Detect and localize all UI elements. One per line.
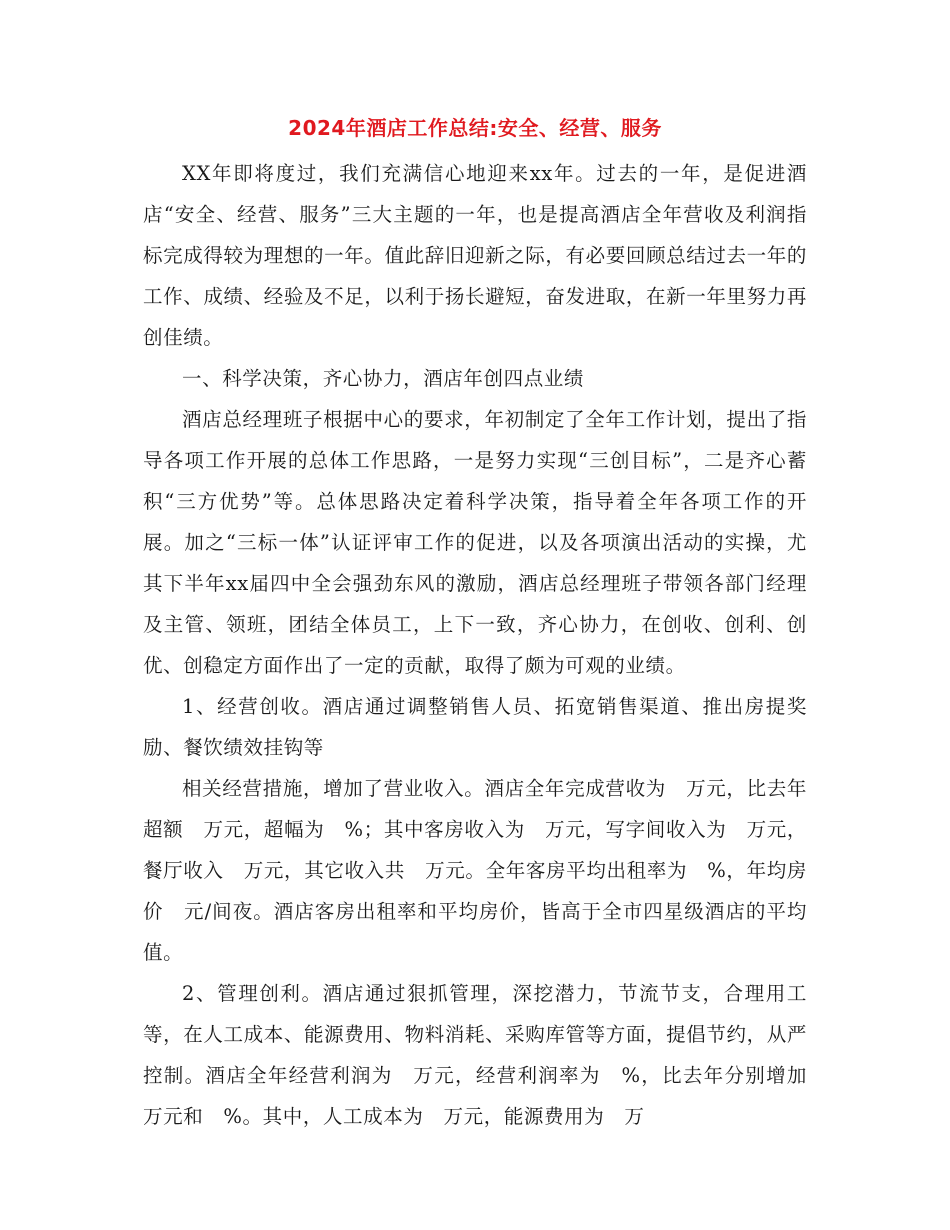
- section-heading-1: 一、科学决策，齐心协力，酒店年创四点业绩: [182, 367, 585, 390]
- paragraph-item-1: 1、经营创收。酒店通过调整销售人员、拓宽销售渠道、推出房提奖励、餐饮绩效挂钩等: [143, 695, 807, 759]
- document-title: 2024年酒店工作总结:安全、经营、服务: [288, 116, 662, 140]
- paragraph-intro: XX年即将度过，我们充满信心地迎来xx年。过去的一年，是促进酒店“安全、经营、服务”三大主题的一年，也是提高酒店全年营收及利润指标完成得较为理想的一年。值此辞旧迎新之际，有必要回顾总结过去一年的工作、成绩、经验及不足，以利于扬长避短，奋发进取，在新一年里努力再创佳绩。: [143, 162, 807, 349]
- paragraph-item-2: 2、管理创利。酒店通过狠抓管理，深挖潜力，节流节支，合理用工等，在人工成本、能源费用、物料消耗、采购库管等方面，提倡节约，从严控制。酒店全年经营利润为 万元，经营利润率为 %，比去年分别增加 万元和 %。其中，人工成本为 万元，能源费用为 万: [143, 982, 828, 1128]
- paragraph-section-1: 酒店总经理班子根据中心的要求，年初制定了全年工作计划，提出了指导各项工作开展的总体工作思路，一是努力实现“三创目标”，二是齐心蓄积“三方优势”等。总体思路决定着科学决策，指导着全年各项工作的开展。加之“三标一体”认证评审工作的促进，以及各项演出活动的实操，尤其下半年xx届四中全会强劲东风的激励，酒店总经理班子带领各部门经理及主管、领班，团结全体员工，上下一致，齐心协力，在创收、创利、创优、创稳定方面作出了一定的贡献，取得了颇为可观的业绩。: [143, 408, 807, 677]
- document-page: [143, 110, 828, 1137]
- paragraph-item-1-detail: 相关经营措施，增加了营业收入。酒店全年完成营收为 万元，比去年超额 万元，超幅为 %；其中客房收入为 万元，写字间收入为 万元，餐厅收入 万元，其它收入共 万元。全年客房平均出租率为 %，年均房价 元/间夜。酒店客房出租率和平均房价，皆高于全市四星级酒店的平均值。: [143, 777, 807, 964]
